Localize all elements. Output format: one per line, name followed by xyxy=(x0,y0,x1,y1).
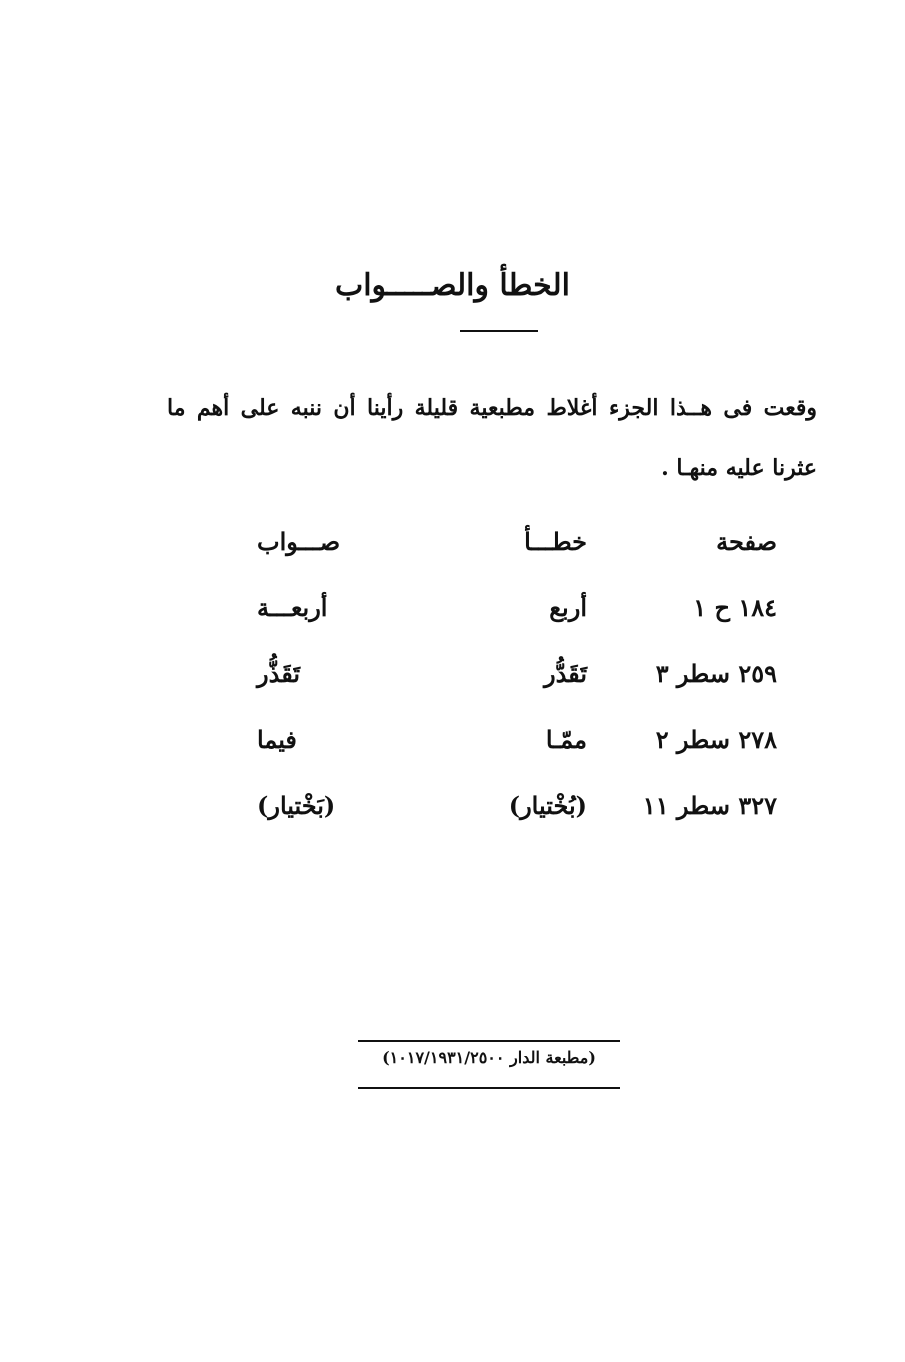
errata-table xyxy=(257,508,777,838)
cell-wrong: ممّـا xyxy=(545,724,587,754)
cell-right: أربعـــة xyxy=(257,592,328,622)
title-underline xyxy=(460,330,538,332)
errata-row xyxy=(257,772,777,838)
cell-wrong: أربع xyxy=(549,592,587,622)
cell-right: (بَخْتيار) xyxy=(257,790,336,820)
intro-paragraph: وقعت فى هــذا الجزء أغلاط مطبعية قليلة رأينا أن ننبه على أهم ما عثرنا عليه منهـا . xyxy=(167,395,817,481)
errata-row xyxy=(257,640,777,706)
header-wrong: خطـــأ xyxy=(524,526,587,556)
cell-right: فيما xyxy=(257,724,297,754)
printer-imprint: (مطبعة الدار ١٠١٧/١٩٣١/٢٥٠٠) xyxy=(382,1048,596,1067)
header-right: صـــواب xyxy=(257,526,341,556)
page-title: الخطأ والصـــــواب xyxy=(334,268,571,303)
cell-right: تَقَذُّر xyxy=(257,658,301,688)
errata-row xyxy=(257,574,777,640)
cell-page: ٣٢٧ سطر ١١ xyxy=(642,790,777,820)
errata-header-row xyxy=(257,508,777,574)
cell-wrong: تَقَدُّر xyxy=(543,658,587,688)
cell-page: ٢٧٨ سطر ٢ xyxy=(655,724,777,754)
errata-row xyxy=(257,706,777,772)
cell-page: ١٨٤ ح ١ xyxy=(693,592,777,622)
cell-wrong: (بُخْتيار) xyxy=(508,790,587,820)
header-page: صفحة xyxy=(716,526,777,556)
cell-page: ٢٥٩ سطر ٣ xyxy=(655,658,777,688)
footer-rule-bottom xyxy=(358,1087,620,1089)
footer-rule-top xyxy=(358,1040,620,1042)
